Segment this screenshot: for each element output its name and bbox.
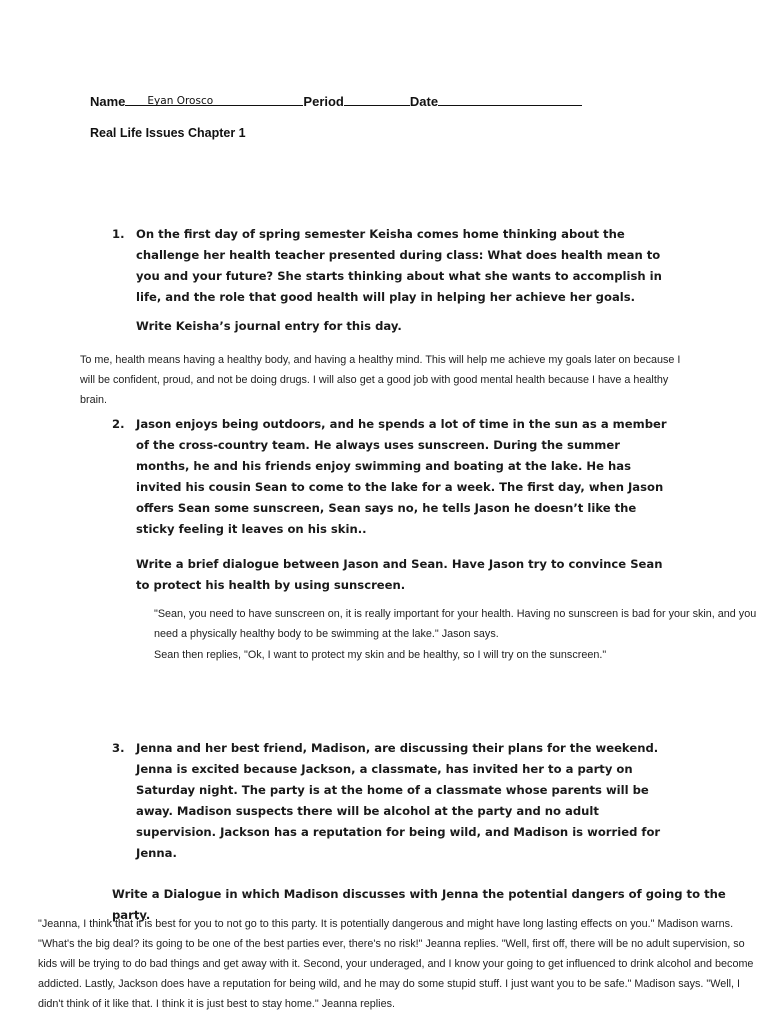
question-3-prompt: Write a Dialogue in which Madison discusses with Jenna the potential dangers of going to the party. — [112, 887, 726, 922]
name-value: Eyan Orosco — [147, 95, 214, 107]
question-2 — [112, 414, 676, 540]
date-field — [438, 93, 582, 106]
question-3 — [112, 738, 676, 864]
name-label: Name — [90, 94, 126, 109]
question-number: 3. — [112, 741, 125, 755]
question-text: On the first day of spring semester Keisha comes home thinking about the challenge her health teacher presented during class: What does health mean to you and your future? She starts thinking about what she wants to accomplish in life, and the role that good health will play in helping her achieve her goals. — [136, 227, 662, 304]
period-field — [344, 93, 410, 106]
date-label: Date — [409, 94, 439, 109]
question-3-answer: "Jeanna, I think that it is best for you to not go to this party. It is potentially dangerous and might have long lasting effects on you." Madison warns. "What's the big deal? its going to be one of the best parties ever, there's no risk!" Jeanna replies. "Well, first off, there will be no adult supervision, so kids will be trying to do bad things and get away with it. Second, your underaged, and I know your going to get influenced to drink alcohol and become addicted. Lastly, Jackson does have a reputation for being wild, and he may do some stupid stuff. I just want you to be safe." Madison says. "Well, I didn't think of it like that. I think it is just best to stay home." Jeanna replies. — [38, 918, 754, 1010]
question-text: Jenna and her best friend, Madison, are discussing their plans for the weekend. Jenna is excited because Jackson, a classmate, has invited her to a party on Saturday night. The party is at the home of a classmate whose parents will be away. Madison suspects there will be alcohol at the party and no adult supervision. Jackson has a reputation for being wild, and Madison is worried for Jenna. — [136, 741, 661, 860]
question-number: 2. — [112, 417, 125, 431]
period-label: Period — [303, 94, 344, 109]
question-number: 1. — [112, 227, 125, 241]
question-2-prompt: Write a brief dialogue between Jason and Sean. Have Jason try to convince Sean to protect his health by using sunscreen. — [136, 557, 663, 592]
question-1-answer: To me, health means having a healthy body, and having a healthy mind. This will help me achieve my goals later on because I will be confident, proud, and not be doing drugs. I will also get a good job with good mental health because I have a healthy brain. — [80, 354, 681, 406]
name-field — [125, 93, 303, 106]
document-subtitle: Real Life Issues Chapter 1 — [90, 126, 246, 140]
question-2-answer: "Sean, you need to have sunscreen on, it is really important for your health. Having no sunscreen is bad for your skin, and you need a physically healthy body to be swimming at the lake." Jason says. — [154, 608, 757, 640]
question-1 — [112, 224, 676, 308]
question-text: Jason enjoys being outdoors, and he spends a lot of time in the sun as a member of the cross-country team. He always uses sunscreen. During the summer months, he and his friends enjoy swimming and boating at the lake. He has invited his cousin Sean to come to the lake for a week. The first day, when Jason offers Sean some sunscreen, Sean says no, he tells Jason he doesn’t like the sticky feeling it leaves on his skin.. — [136, 417, 667, 536]
question-1-prompt: Write Keisha’s journal entry for this day. — [136, 319, 402, 333]
header-line — [90, 93, 582, 109]
question-2-answer-reply: Sean then replies, "Ok, I want to protect my skin and be healthy, so I will try on the sunscreen." — [154, 649, 607, 661]
